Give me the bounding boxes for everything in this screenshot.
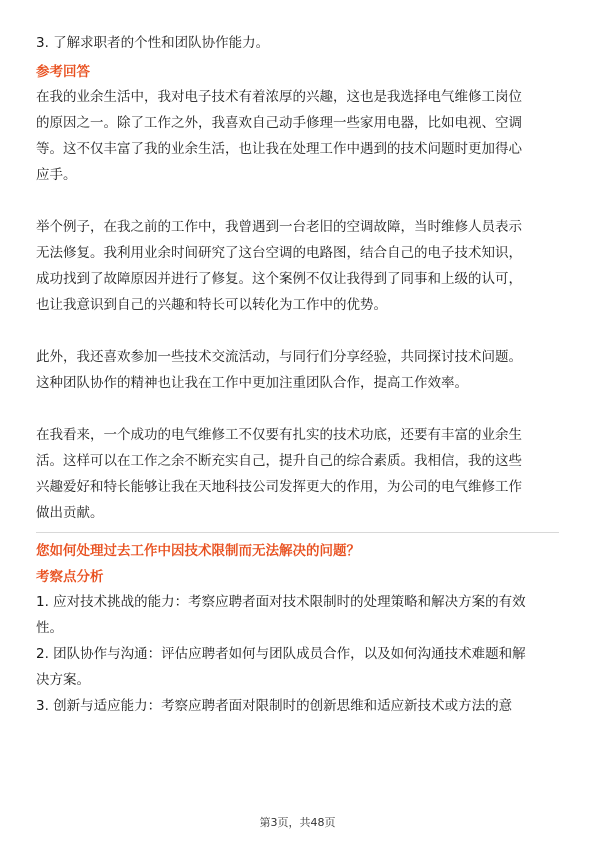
section-divider [36,532,559,533]
answer-paragraph-3 [36,344,559,396]
analysis-line: 2. 团队协作与沟通：评估应聘者如何与团队成员合作，以及如何沟通技术难题和解 [36,646,526,662]
paragraph-line: 举个例子，在我之前的工作中，我曾遇到一台老旧的空调故障，当时维修人员表示 [36,219,522,235]
analysis-heading: 考察点分析 [36,569,104,585]
analysis-line: 决方案。 [36,672,90,688]
paragraph-line: 这种团队协作的精神也让我在工作中更加注重团队合作，提高工作效率。 [36,375,468,391]
analysis-line: 1. 应对技术挑战的能力：考察应聘者面对技术限制时的处理策略和解决方案的有效 [36,594,526,610]
analysis-item-1 [36,589,559,641]
paragraph-line: 在我看来，一个成功的电气维修工不仅要有扎实的技术功底，还要有丰富的业余生 [36,427,522,443]
paragraph-spacer [36,188,559,214]
question-title: 您如何处理过去工作中因技术限制而无法解决的问题？ [36,543,360,559]
analysis-item-2 [36,641,559,693]
paragraph-line: 成功找到了故障原因并进行了修复。这个案例不仅让我得到了同事和上级的认可， [36,271,522,287]
analysis-line: 3. 创新与适应能力：考察应聘者面对限制时的创新思维和适应新技术或方法的意 [36,698,513,714]
paragraph-line: 的原因之一。除了工作之外，我喜欢自己动手修理一些家用电器，比如电视、空调 [36,115,522,131]
paragraph-line: 做出贡献。 [36,505,104,521]
paragraph-line: 等。这不仅丰富了我的业余生活，也让我在处理工作中遇到的技术问题时更加得心 [36,141,522,157]
page-footer: 第3页，共48页 [259,816,336,829]
analysis-item-3 [36,693,559,719]
paragraph-line: 兴趣爱好和特长能够让我在天地科技公司发挥更大的作用，为公司的电气维修工作 [36,479,522,495]
answer-paragraph-2 [36,214,559,318]
paragraph-line: 此外，我还喜欢参加一些技术交流活动，与同行们分享经验，共同探讨技术问题。 [36,349,522,365]
answer-heading: 参考回答 [36,64,90,80]
answer-paragraph-4 [36,422,559,526]
intro-item: 3. 了解求职者的个性和团队协作能力。 [36,35,270,51]
analysis-line: 性。 [36,620,63,636]
page-content [36,30,559,719]
paragraph-line: 也让我意识到自己的兴趣和特长可以转化为工作中的优势。 [36,297,387,313]
paragraph-line: 活。这样可以在工作之余不断充实自己，提升自己的综合素质。我相信，我的这些 [36,453,522,469]
paragraph-spacer [36,318,559,344]
paragraph-line: 在我的业余生活中，我对电子技术有着浓厚的兴趣，这也是我选择电气维修工岗位 [36,89,522,105]
paragraph-line: 无法修复。我利用业余时间研究了这台空调的电路图，结合自己的电子技术知识， [36,245,522,261]
paragraph-spacer [36,396,559,422]
answer-paragraph-1 [36,84,559,188]
paragraph-line: 应手。 [36,167,77,183]
